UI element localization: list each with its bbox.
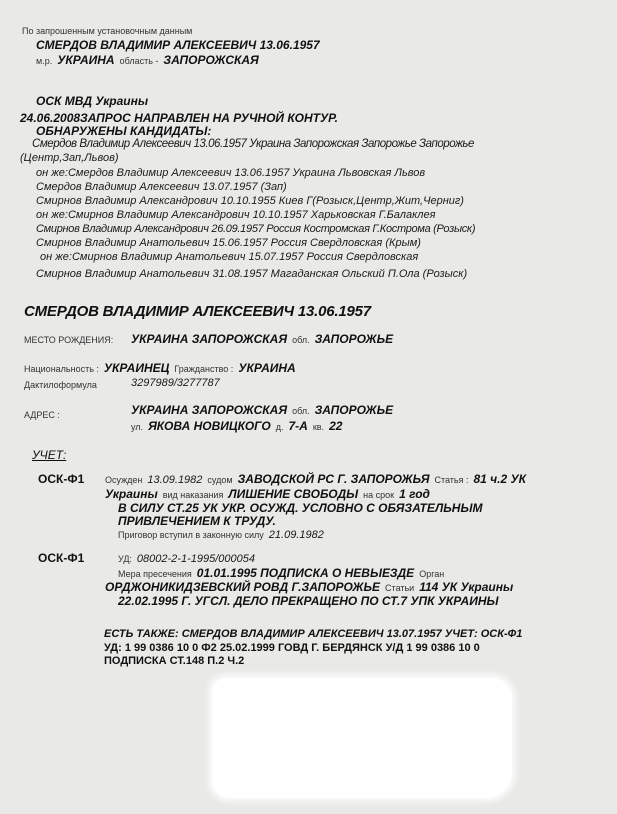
header-country: УКРАИНА [57,53,115,67]
entry2-measure [118,566,444,580]
birthplace-field-label: МЕСТО РОЖДЕНИЯ: [24,335,114,345]
convicted-label: Осужден [105,475,143,485]
entry1-verdict [118,529,324,541]
case-label: УД: [118,554,132,564]
country-value: Украины [105,487,158,501]
entry2-closed: 22.02.1995 Г. УГСЛ. ДЕЛО ПРЕКРАЩЕНО ПО СТ.7 УПК УКРАИНЫ [118,594,499,608]
header-name: СМЕРДОВ ВЛАДИМИР АЛЕКСЕЕВИЧ 13.06.1957 [36,38,320,52]
osk-request-line: 24.06.2008ЗАПРОС НАПРАВЛЕН НА РУЧНОЙ КОНТУР. [20,111,338,125]
apt-value: 22 [329,419,343,433]
case-number: 08002-2-1-1995/000054 [136,553,255,565]
organ-value: ОРДЖОНИКИДЗЕВСКИЙ РОВД Г.ЗАПОРОЖЬЕ [105,580,381,594]
entry2-case [118,553,255,565]
header-birthplace [36,53,259,67]
candidate-line: Смердов Владимир Алексеевич 13.07.1957 (Зап) [36,181,287,193]
osk-title: ОСК МВД Украины [36,94,149,108]
candidate-line: (Центр,Зап,Львов) [20,152,119,164]
fingerprint-label: Дактилоформула [24,380,97,390]
nationality-value: УКРАИНЕЦ [103,361,170,375]
court-value: ЗАВОДСКОЙ РС Г. ЗАПОРОЖЬЯ [237,472,430,486]
region-label: область - [119,56,159,66]
also-line: ПОДПИСКА СТ.148 П.2 Ч.2 [104,655,245,667]
article-value: 81 ч.2 УК [473,472,527,486]
birthplace-value [131,332,393,346]
street-value: ЯКОВА НОВИЦКОГО [148,419,271,433]
address-region: УКРАИНА ЗАПОРОЖСКАЯ [131,403,288,417]
candidates-title: ОБНАРУЖЕНЫ КАНДИДАТЫ: [36,124,212,138]
header-region: ЗАПОРОЖСКАЯ [163,53,259,67]
entry1-code: ОСК-Ф1 [38,472,85,486]
candidate-line: Смирнов Владимир Александрович 10.10.1955 Киев Г(Розыск,Центр,Жит,Черниг) [36,195,464,207]
candidate-line: Смирнов Владимир Анатольевич 31.08.1957 Магаданская Ольский П.Ола (Розыск) [36,268,468,280]
birthplace-label: м.р. [36,56,53,66]
measure-value: 01.01.1995 ПОДПИСКА О НЕВЫЕЗДЕ [196,566,415,580]
entry1-note1: В СИЛУ СТ.25 УК УКР. ОСУЖД. УСЛОВНО С ОБЯЗАТЕЛЬНЫМ [118,501,483,515]
house-value: 7-А [288,419,308,433]
house-label: д. [275,422,284,432]
candidate-line: Смирнов Владимир Анатольевич 15.06.1957 Россия Свердловская (Крым) [36,237,421,249]
verdict-date: 21.09.1982 [268,529,324,541]
entry2-article-label: Статьи [385,583,415,593]
also-line: УД: 1 99 0386 10 0 Ф2 25.02.1999 ГОВД Г. БЕРДЯНСК У/Д 1 99 0386 10 0 [104,642,480,654]
verdict-label: Приговор вступил в законную силу [118,530,264,540]
also-line: ЕСТЬ ТАКЖЕ: СМЕРДОВ ВЛАДИМИР АЛЕКСЕЕВИЧ 13.07.1957 УЧЕТ: ОСК-Ф1 [104,628,523,640]
citizenship-label: Гражданство : [174,364,234,374]
entry1-line2 [105,487,430,501]
term-value: 1 год [399,487,430,501]
entry2-organ [105,580,513,594]
person-title: СМЕРДОВ ВЛАДИМИР АЛЕКСЕЕВИЧ 13.06.1957 [24,303,371,320]
record-title: УЧЕТ: [32,448,67,462]
address-city: ЗАПОРОЖЬЕ [314,403,394,417]
candidate-line: Смердов Владимир Алексеевич 13.06.1957 Украина Запорожская Запорожье Запорожье [32,138,474,150]
apt-label: кв. [312,422,325,432]
entry2-article-value: 114 УК Украины [419,580,514,594]
nationality-row [24,361,296,375]
candidate-line: он же:Смирнов Владимир Анатольевич 15.07.1957 Россия Свердловская [40,251,419,263]
redaction-blot [212,678,512,798]
entry2-code: ОСК-Ф1 [38,551,85,565]
candidate-line: он же:Смердов Владимир Алексеевич 13.06.1957 Украина Львовская Львов [36,167,426,179]
fingerprint-value: 3297989/3277787 [131,377,220,389]
address-oblast-label: обл. [292,406,310,416]
address-line1 [131,403,393,417]
oblast-label: обл. [292,335,310,345]
entry1-line1 [105,472,526,486]
citizenship-value: УКРАИНА [238,361,296,375]
birthplace-region: УКРАИНА ЗАПОРОЖСКАЯ [131,332,288,346]
address-line2 [131,419,342,433]
term-label: на срок [363,490,395,500]
punishment-value: ЛИШЕНИЕ СВОБОДЫ [228,487,359,501]
request-note: По запрошенным установочным данным [22,26,193,36]
address-label: АДРЕС : [24,410,60,420]
birthplace-city: ЗАПОРОЖЬЕ [314,332,394,346]
nationality-label: Национальность : [24,364,99,374]
measure-label: Мера пресечения [118,569,192,579]
convicted-date: 13.09.1982 [147,474,203,486]
entry1-note2: ПРИВЛЕЧЕНИЕМ К ТРУДУ. [118,514,276,528]
punishment-label: вид наказания [162,490,224,500]
candidate-line: Смирнов Владимир Александрович 26.09.1957 Россия Костромская Г.Кострома (Розыск) [36,223,476,235]
street-label: ул. [131,422,144,432]
court-label: судом [207,475,233,485]
article-label: Статья : [434,475,469,485]
organ-label: Орган [419,569,445,579]
candidate-line: он же:Смирнов Владимир Александрович 10.10.1957 Харьковская Г.Балаклея [36,209,436,221]
